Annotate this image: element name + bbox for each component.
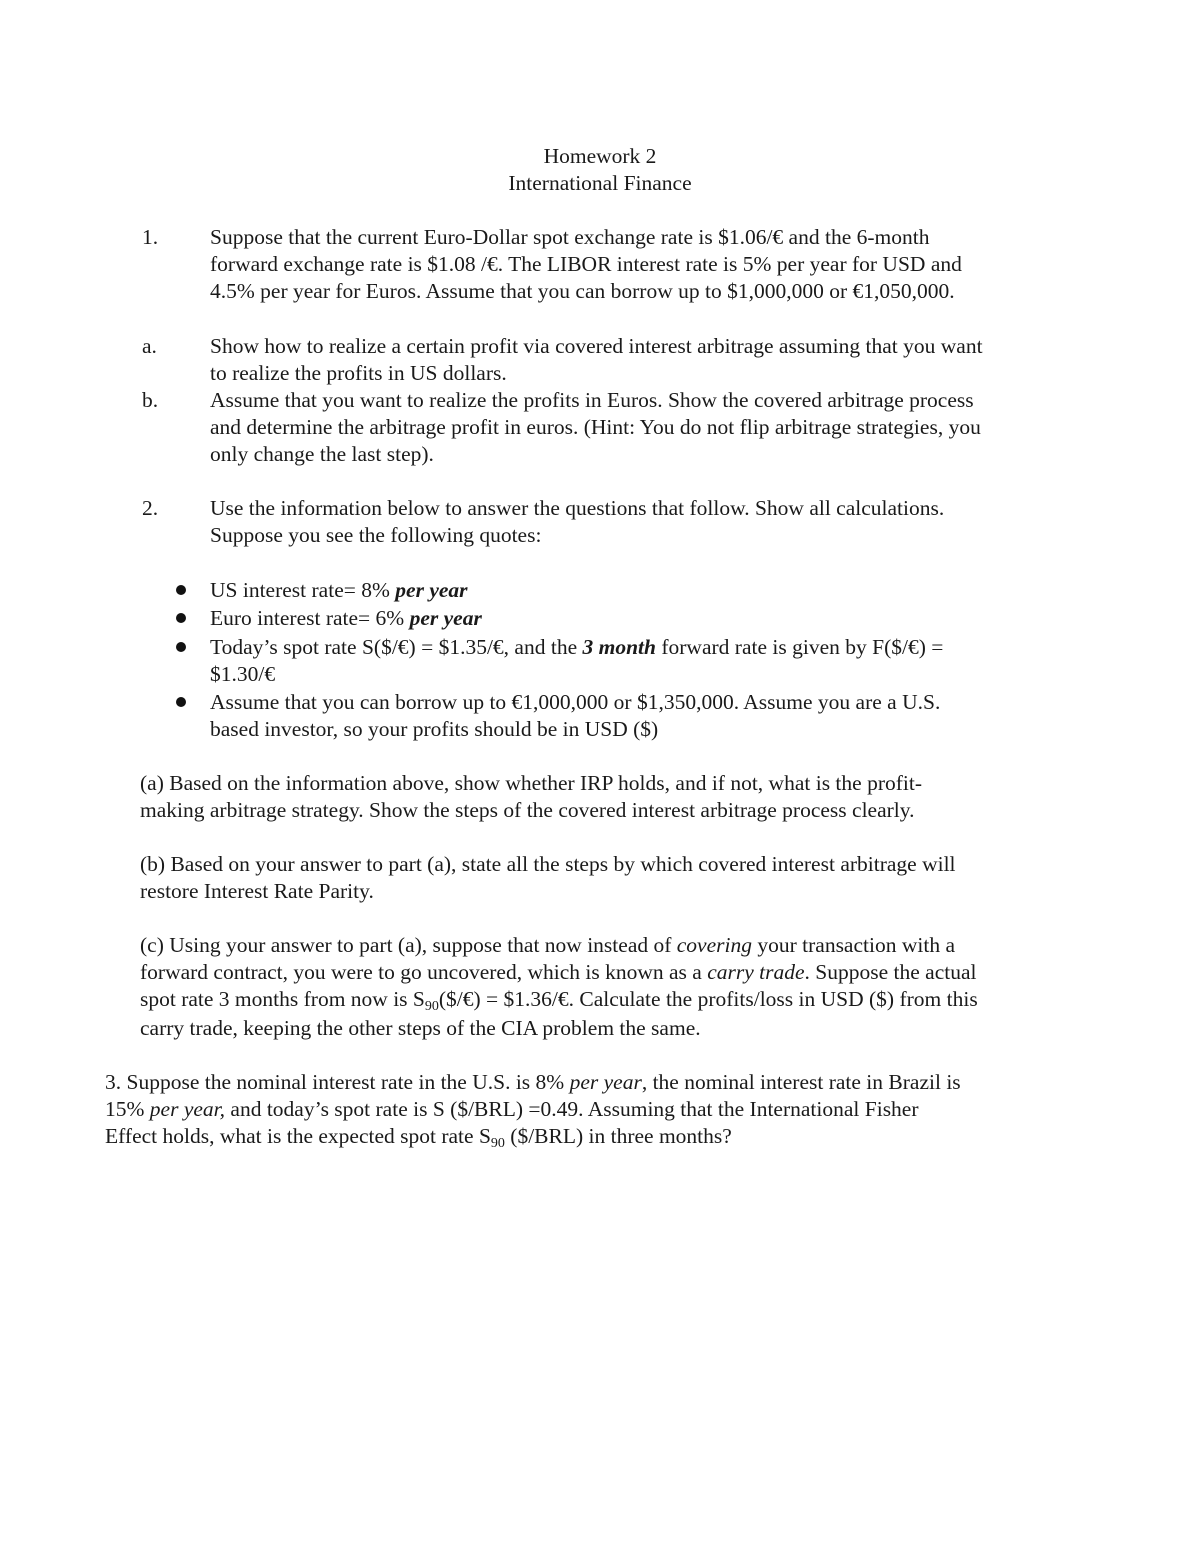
question-1b-text [210, 387, 1070, 468]
question-1-line: 4.5% per year for Euros. Assume that you can borrow up to $1,000,000 or €1,050,000. [210, 279, 955, 303]
question-1a-text [210, 333, 1070, 387]
question-2c-line: (c) Using your answer to part (a), suppose that now instead of covering your transaction with a [140, 933, 955, 957]
quote-euro-rate: Euro interest rate= 6% per year [210, 606, 482, 630]
question-2-number: 2. [142, 496, 159, 520]
question-2a-line: (a) Based on the information above, show whether IRP holds, and if not, what is the profit- [140, 771, 922, 795]
quote-spot-forward-line: Today’s spot rate S($/€) = $1.35/€, and the 3 month forward rate is given by F($/€) = [210, 635, 944, 659]
question-3-line: Effect holds, what is the expected spot rate $S_{90}$ ($/BRL) in three months? [105, 1124, 732, 1151]
question-2a-text [140, 770, 1062, 824]
question-1a-label: a. [142, 334, 157, 358]
bullet-icon [176, 585, 186, 595]
quote-borrow-line: based investor, so your profits should be in USD ($) [210, 717, 659, 741]
question-1-text [210, 224, 1070, 305]
question-2a-line: making arbitrage strategy. Show the steps of the covered interest arbitrage process clearly. [140, 798, 915, 822]
question-3-text [105, 1069, 1062, 1150]
question-1b-line: Assume that you want to realize the profits in Euros. Show the covered arbitrage process [210, 388, 974, 412]
question-2c-line: spot rate 3 months from now is $S_{90}(\$/€)$ = $1.36/€. Calculate the profits/loss in USD ($) from this [140, 987, 978, 1014]
question-2-intro-line: Use the information below to answer the questions that follow. Show all calculations. [210, 496, 945, 520]
document-subtitle: International Finance [508, 171, 692, 195]
quote-borrow-limit [210, 689, 1070, 743]
bullet-icon [176, 697, 186, 707]
question-1b-label: b. [142, 388, 159, 412]
quote-spot-forward [210, 634, 1070, 688]
quote-borrow-line: Assume that you can borrow up to €1,000,000 or $1,350,000. Assume you are a U.S. [210, 690, 941, 714]
question-3-line: 15% per year, and today’s spot rate is S ($/BRL) =0.49. Assuming that the International Fisher [105, 1097, 919, 1121]
quote-us-rate: US interest rate= 8% per year [210, 578, 468, 602]
question-2c-line: carry trade, keeping the other steps of the CIA problem the same. [140, 1016, 701, 1040]
quote-spot-forward-line: $1.30/€ [210, 662, 276, 686]
question-2b-line: (b) Based on your answer to part (a), state all the steps by which covered interest arbitrage will [140, 852, 956, 876]
question-2-intro [210, 495, 1070, 549]
question-1-line: Suppose that the current Euro-Dollar spot exchange rate is $1.06/€ and the 6-month [210, 225, 930, 249]
question-2b-text [140, 851, 1062, 905]
question-2c-line: forward contract, you were to go uncovered, which is known as a carry trade. Suppose the actual [140, 960, 977, 984]
bullet-icon [176, 642, 186, 652]
question-1a-line: Show how to realize a certain profit via covered interest arbitrage assuming that you want [210, 334, 983, 358]
question-1-number: 1. [142, 225, 159, 249]
question-1-line: forward exchange rate is $1.08 /€. The LIBOR interest rate is 5% per year for USD and [210, 252, 962, 276]
question-1b-line: only change the last step). [210, 442, 434, 466]
question-1a-line: to realize the profits in US dollars. [210, 361, 507, 385]
question-2b-line: restore Interest Rate Parity. [140, 879, 374, 903]
bullet-icon [176, 613, 186, 623]
question-2-intro-line: Suppose you see the following quotes: [210, 523, 542, 547]
document-title: Homework 2 [543, 144, 657, 168]
question-2c-text [140, 932, 1062, 1042]
question-1b-line: and determine the arbitrage profit in euros. (Hint: You do not flip arbitrage strategies, you [210, 415, 981, 439]
question-3-line: 3. Suppose the nominal interest rate in the U.S. is 8% per year, the nominal interest rate in Brazil is [105, 1070, 961, 1094]
